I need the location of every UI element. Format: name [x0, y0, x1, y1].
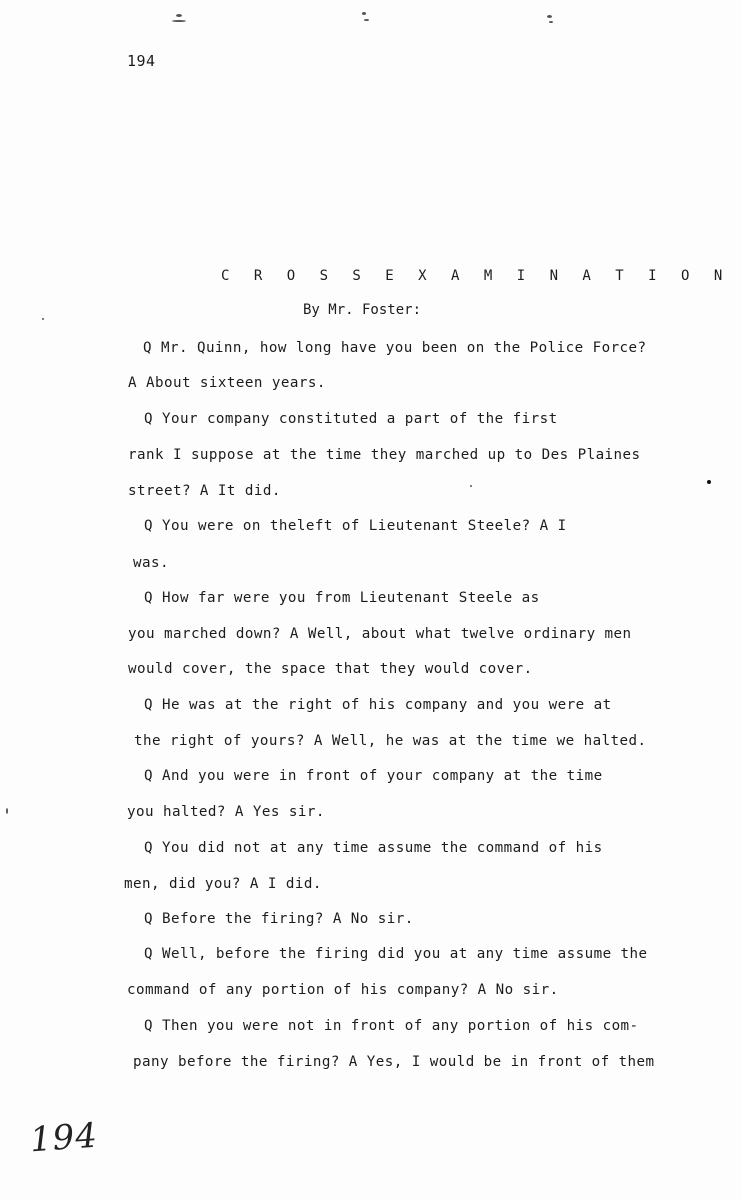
transcript-line: Q He was at the right of his company and you were at — [144, 697, 612, 713]
transcript-line: you marched down? A Well, about what twelve ordinary men — [128, 626, 632, 642]
transcript-line: Q Then you were not in front of any portion of his com- — [144, 1018, 639, 1034]
transcript-line: was. — [133, 555, 169, 571]
transcript-line: command of any portion of his company? A No sir. — [127, 982, 559, 998]
transcript-line: Q And you were in front of your company at the time — [144, 768, 603, 784]
section-title: C R O S S E X A M I N A T I O N — [221, 268, 731, 284]
handwritten-page-number: 194 — [28, 1115, 100, 1161]
transcript-line: Q You were on theleft of Lieutenant Steele? A I — [144, 518, 567, 534]
page-number: 194 — [127, 52, 156, 70]
transcript-line: Q Your company constituted a part of the first — [144, 411, 558, 427]
transcript-line: Q How far were you from Lieutenant Steele as — [144, 590, 540, 606]
transcript-line: Q You did not at any time assume the command of his — [144, 840, 603, 856]
transcript-line: pany before the firing? A Yes, I would be in front of them — [133, 1054, 655, 1070]
transcript-line: street? A It did. — [128, 483, 281, 499]
transcript-line: Q Before the firing? A No sir. — [144, 911, 414, 927]
transcript-line: men, did you? A I did. — [124, 876, 322, 892]
transcript-line: Q Well, before the firing did you at any time assume the — [144, 946, 648, 962]
transcript-line: rank I suppose at the time they marched up to Des Plaines — [128, 447, 641, 463]
transcript-line: A About sixteen years. — [128, 375, 326, 391]
examiner-byline: By Mr. Foster: — [303, 302, 422, 318]
transcript-line: you halted? A Yes sir. — [127, 804, 325, 820]
transcript-line: would cover, the space that they would cover. — [128, 661, 533, 677]
transcript-line: the right of yours? A Well, he was at the time we halted. — [134, 733, 647, 749]
transcript-line: Q Mr. Quinn, how long have you been on the Police Force? — [143, 340, 647, 356]
